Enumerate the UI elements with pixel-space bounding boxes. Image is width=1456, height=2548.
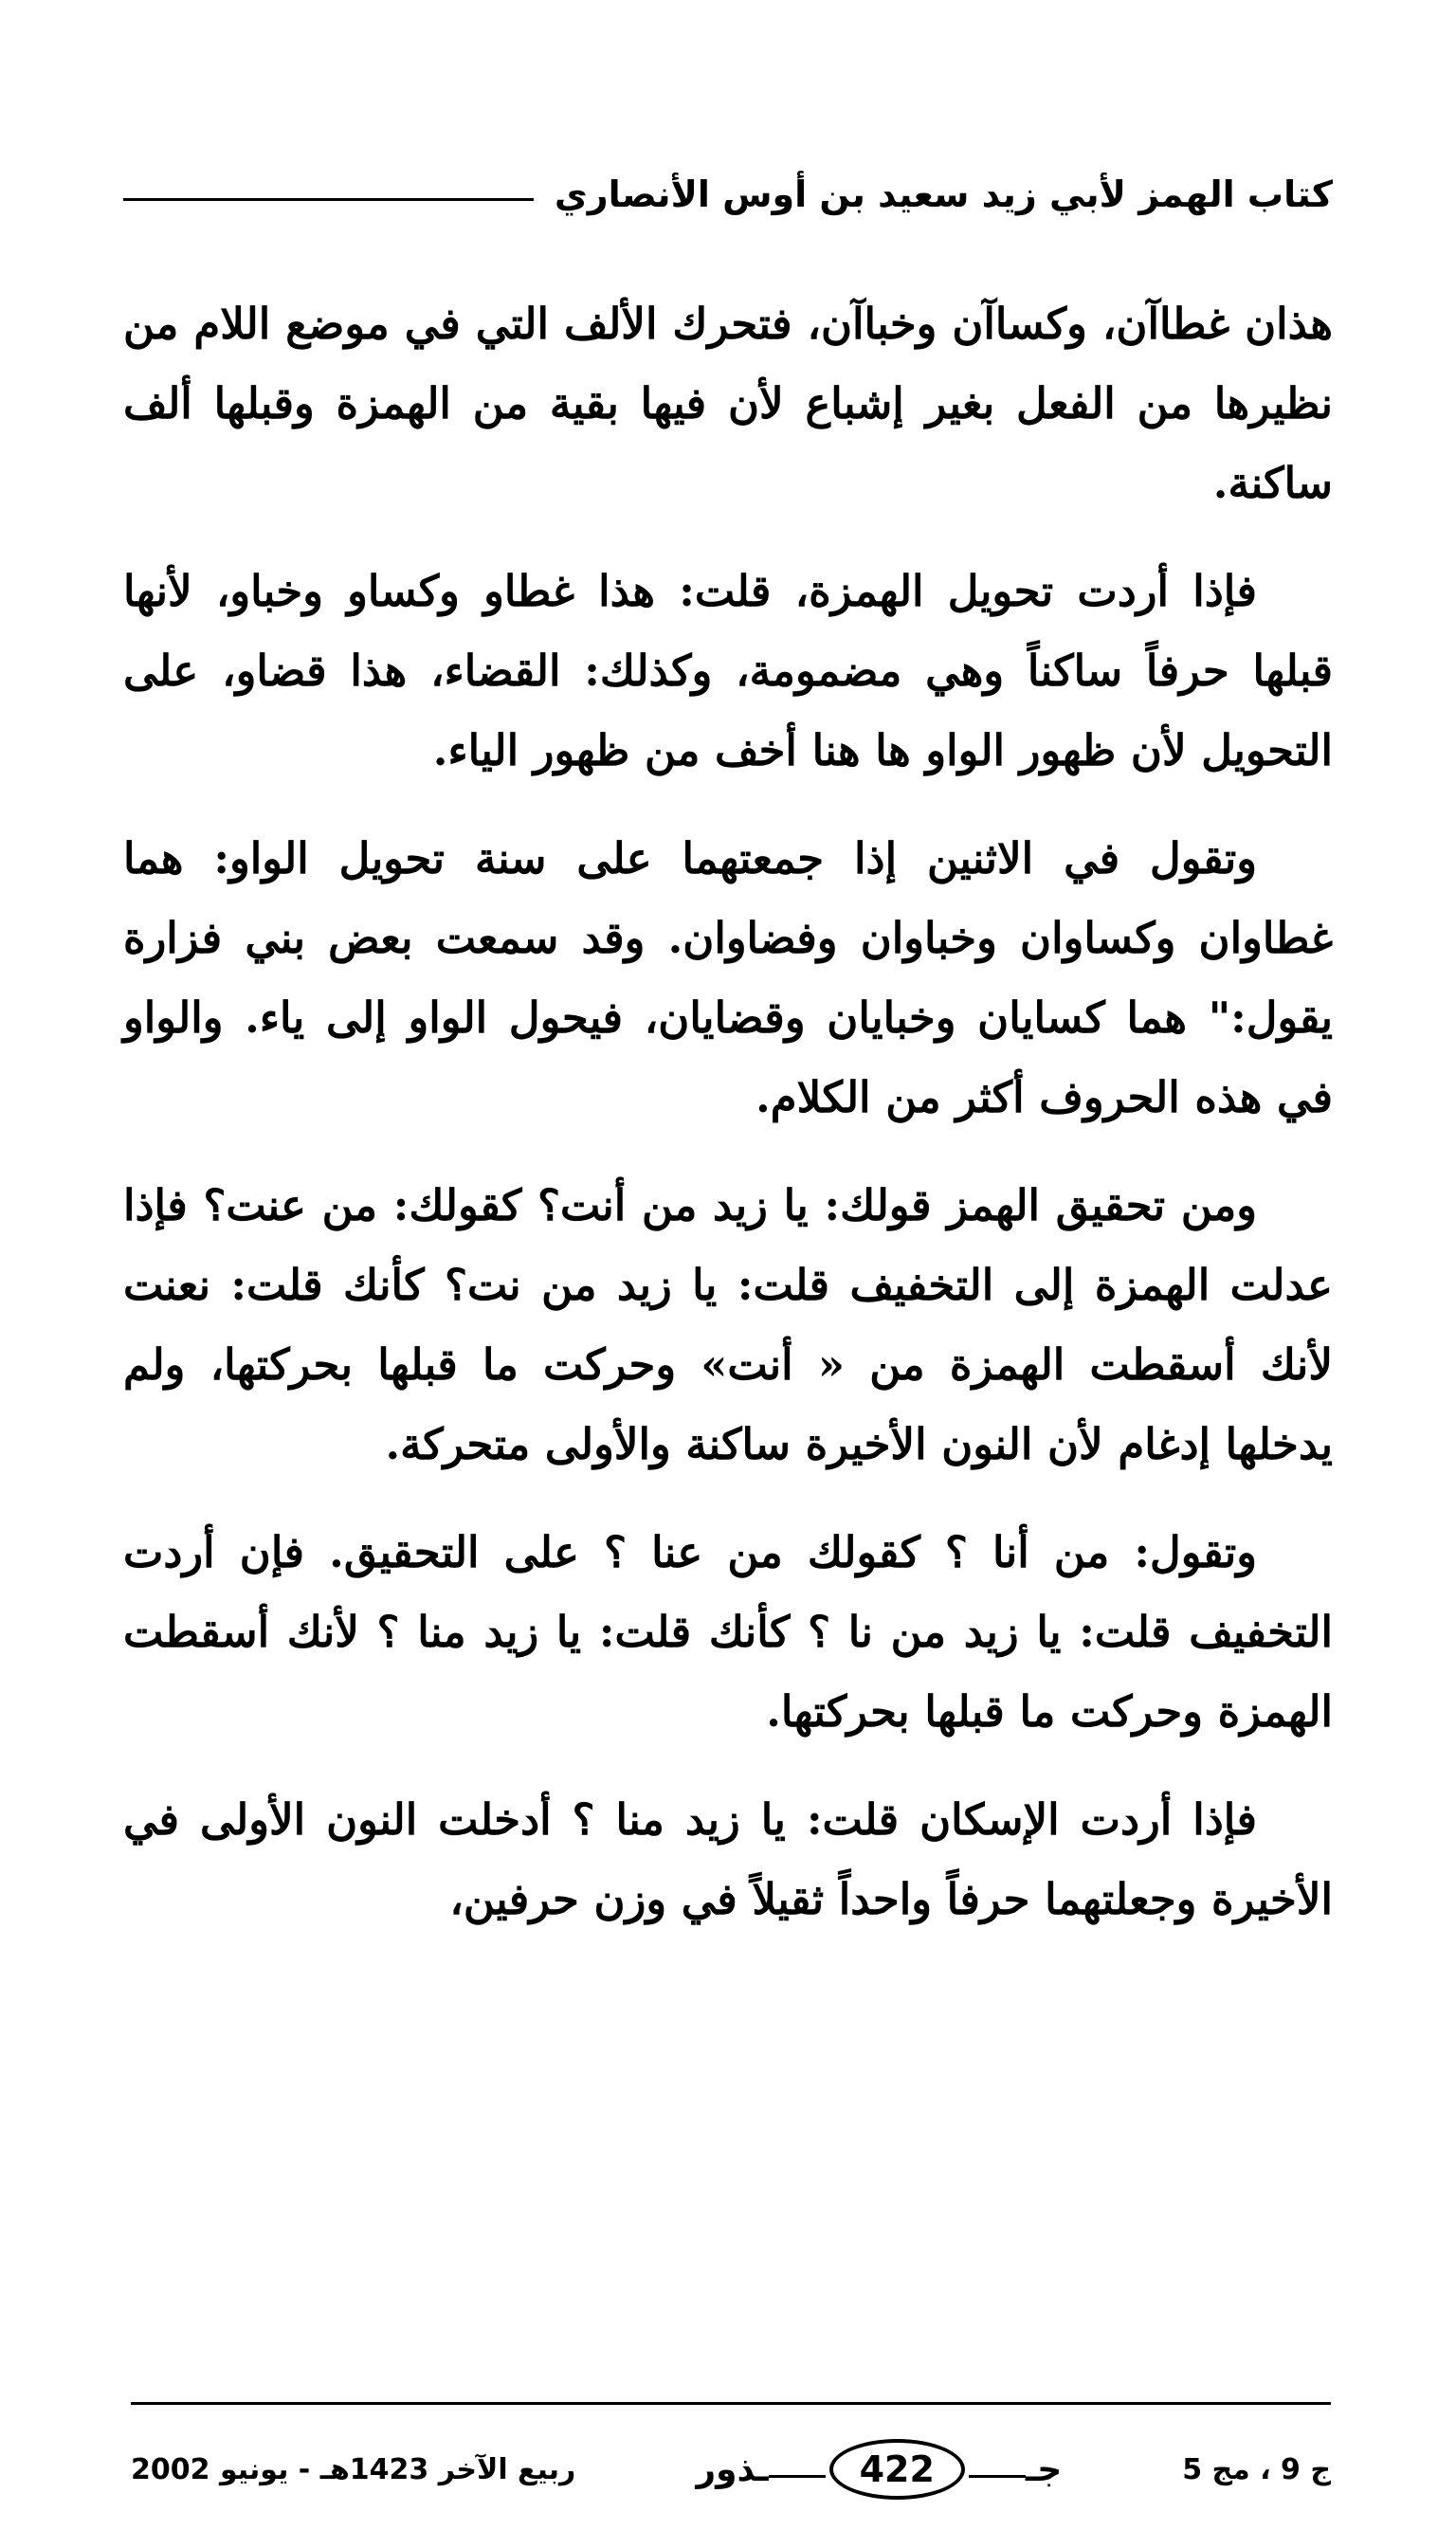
running-header: [123, 161, 1333, 228]
journal-name-right: ـذور: [696, 2449, 769, 2489]
paragraph-1: هذان غطاآن، وكساآن وخباآن، فتحرك الألف التي في موضع اللام من نظيرها من الفعل بغير إشباع لأن فيها بقية من الهمزة وقبلها ألف ساكنة.: [123, 299, 1333, 508]
footer-rule: [131, 2402, 1331, 2405]
paragraph-6: فإذا أردت الإسكان قلت: يا زيد منا ؟ أدخلت النون الأولى في الأخيرة وجعلتهما حرفاً واحداً ثقيلاً في وزن حرفين،: [123, 1794, 1333, 1924]
header-rule: [123, 198, 534, 201]
journal-name-left: جـ: [1025, 2449, 1063, 2489]
journal-tatweel-right: [769, 2475, 826, 2478]
journal-mark: [696, 2439, 1062, 2500]
paragraph-2: فإذا أردت تحويل الهمزة، قلت: هذا غطاو وكساو وخباو، لأنها قبلها حرفاً ساكناً وهي مضمومة، وكذلك: القضاء، هذا قضاو، على التحويل لأن ظهور الواو ها هنا أخف من ظهور الياء.: [123, 566, 1333, 775]
journal-tatweel-left: [969, 2475, 1026, 2478]
paragraph-5: وتقول: من أنا ؟ كقولك من عنا ؟ على التحقيق. فإن أردت التخفيف قلت: يا زيد من نا ؟ كأنك قلت: يا زيد منا ؟ لأنك أسقطت الهمزة وحركت ما قبلها بحركتها.: [123, 1527, 1333, 1737]
page-number: 422: [829, 2439, 965, 2500]
footer-date: ربيع الآخر 1423هـ - يونيو 2002: [131, 2452, 576, 2486]
paragraph-4: ومن تحقيق الهمز قولك: يا زيد من أنت؟ كقولك: من عنت؟ فإذا عدلت الهمزة إلى التخفيف قلت: يا زيد من نت؟ كأنك قلت: نعنت لأنك أسقطت الهمزة من « أنت» وحركت ما قبلها بحركتها، ولم يدخلها إدغام لأن النون الأخيرة ساكنة والأولى متحركة.: [123, 1180, 1333, 1469]
page-footer: [131, 2431, 1331, 2507]
paragraph-3: وتقول في الاثنين إذا جمعتهما على سنة تحويل الواو: هما غطاوان وكساوان وخباوان وفضاوان. وقد سمعت بعض بني فزارة يقول:" هما كسايان وخبايان وقضايان، فيحول الواو إلى ياء. والواو في هذه الحروف أكثر من الكلام.: [123, 833, 1333, 1122]
running-header-title: كتاب الهمز لأبي زيد سعيد بن أوس الأنصاري: [554, 173, 1333, 215]
body-text: [123, 284, 1333, 1968]
footer-volume: ج 9 ، مج 5: [1182, 2452, 1331, 2486]
